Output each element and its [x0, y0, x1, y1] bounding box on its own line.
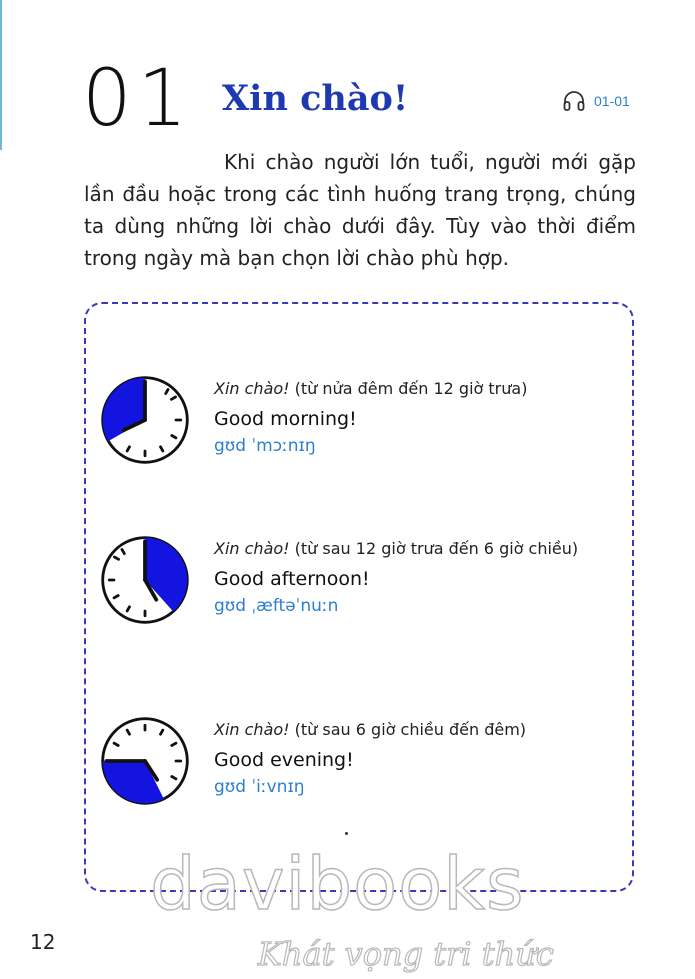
- greeting-phrase: Good afternoon!: [214, 568, 370, 590]
- lesson-title: Xin chào!: [222, 78, 409, 119]
- intro-paragraph: Khi chào người lớn tuổi, người mới gặp lần đầu hoặc trong các tình huống trang trọng, chúng ta dùng những lời chào dưới đây. Tùy vào thời điểm trong ngày mà bạn chọn lời chào phù hợp.: [84, 150, 636, 270]
- audio-code: 01-01: [594, 93, 630, 109]
- audio-track[interactable]: [562, 89, 630, 113]
- clock-morning-icon: [98, 373, 192, 467]
- greeting-ipa: gʊd ˈmɔːnɪŋ: [214, 436, 316, 456]
- clock-afternoon-icon: [98, 533, 192, 627]
- greeting-ipa: gʊd ˈiːvnɪŋ: [214, 777, 305, 797]
- greeting-label: Xin chào! (từ sau 12 giờ trưa đến 6 giờ chiều): [214, 539, 579, 558]
- greeting-phrase: Good evening!: [214, 749, 354, 771]
- greeting-item-afternoon: [98, 533, 578, 627]
- greeting-label: Xin chào! (từ nửa đêm đến 12 giờ trưa): [214, 379, 528, 398]
- watermark-brand: davibooks: [150, 842, 525, 926]
- headphones-icon: [562, 89, 586, 113]
- lesson-number: 01: [82, 54, 194, 144]
- greeting-item-evening: [98, 714, 526, 808]
- greeting-item-morning: [98, 373, 527, 467]
- stray-dot: [345, 832, 348, 835]
- greeting-label: Xin chào! (từ sau 6 giờ chiều đến đêm): [214, 720, 527, 739]
- watermark-tagline: Khát vọng tri thức: [258, 935, 554, 973]
- clock-evening-icon: [98, 714, 192, 808]
- page-edge-line: [0, 0, 2, 150]
- greeting-phrase: Good morning!: [214, 408, 357, 430]
- page-number: 12: [30, 930, 56, 954]
- greeting-ipa: gʊd ˌæftəˈnuːn: [214, 596, 339, 616]
